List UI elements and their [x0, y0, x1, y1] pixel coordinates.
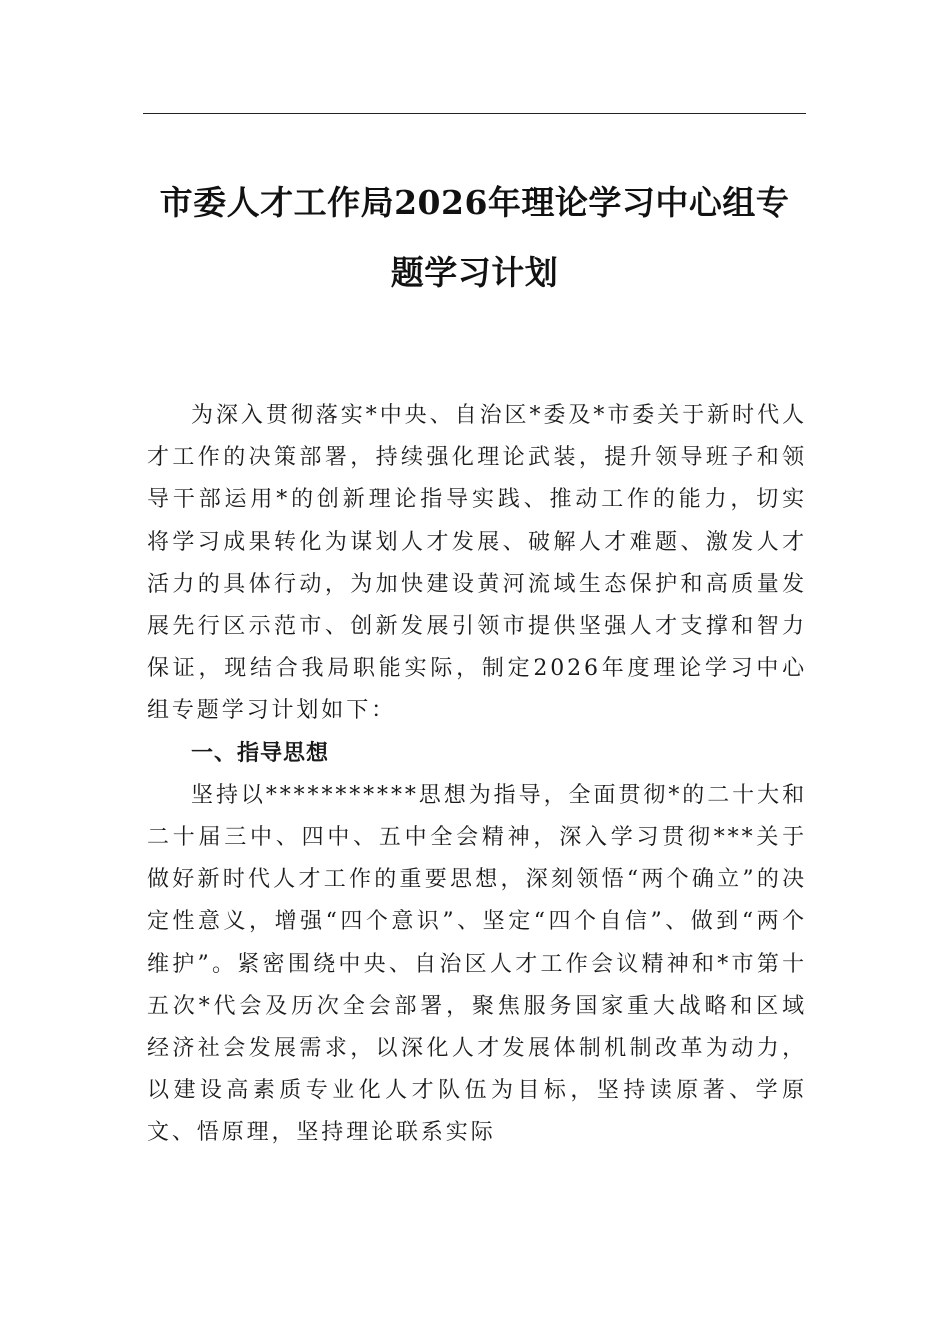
section-paragraph-guiding-ideology: 坚持以***********思想为指导，全面贯彻*的二十大和二十届三中、四中、五中全会精神，深入学习贯彻***关于做好新时代人才工作的重要思想，深刻领悟“两个确立”的决定性意义，增强“四个意识”、坚定“四个自信”、做到“两个维护”。紧密围绕中央、自治区人才工作会议精神和*市第十五次*代会及历次全会部署，聚焦服务国家重大战略和区域经济社会发展需求，以深化人才发展体制机制改革为动力，以建设高素质专业化人才队伍为目标，坚持读原著、学原文、悟原理，坚持理论联系实际	[147, 782, 807, 1146]
header-rule	[143, 113, 806, 114]
title-line-2: 题学习计划	[390, 253, 559, 292]
intro-paragraph: 为深入贯彻落实*中央、自治区*委及*市委关于新时代人才工作的决策部署，持续强化理论武装，提升领导班子和领导干部运用*的创新理论指导实践、推动工作的能力，切实将学习成果转化为谋划人才发展、破解人才难题、激发人才活力的具体行动，为加快建设黄河流域生态保护和高质量发展先行区示范市、创新发展引领市提供坚强人才支撑和智力保证，现结合我局职能实际，制定2026年度理论学习中心组专题学习计划如下：	[147, 403, 807, 724]
document-body	[147, 395, 807, 1155]
section-heading-guiding-ideology: 一、指导思想	[191, 740, 330, 766]
title-line-1: 市委人才工作局2026年理论学习中心组专	[159, 183, 790, 222]
document-title	[143, 168, 806, 308]
